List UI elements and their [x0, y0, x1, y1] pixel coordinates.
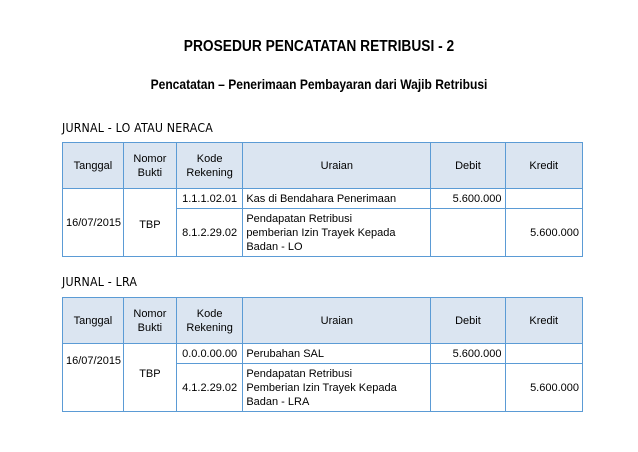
cell-kode-rekening: 4.1.2.29.02 [176, 364, 242, 412]
header-kredit: Kredit [505, 298, 582, 344]
header-nomor-bukti: Nomor Bukti [123, 298, 176, 344]
header-tanggal: Tanggal [63, 143, 124, 189]
cell-uraian: Pendapatan Retribusi pemberian Izin Trayek Kepada Badan - LO [243, 209, 431, 257]
jurnal-lo-table [62, 142, 583, 257]
header-kredit: Kredit [505, 143, 582, 189]
cell-uraian: Perubahan SAL [243, 344, 431, 364]
section-label-jurnal-lra: JURNAL - LRA [62, 275, 138, 289]
cell-debit [431, 209, 505, 257]
header-tanggal: Tanggal [63, 298, 124, 344]
table-header-row [63, 298, 583, 344]
cell-kredit: 5.600.000 [505, 209, 582, 257]
cell-tanggal: 16/07/2015 [63, 344, 124, 412]
header-kode-rekening: Kode Rekening [176, 298, 242, 344]
page-title: PROSEDUR PENCATATAN RETRIBUSI - 2 [183, 38, 455, 55]
cell-kredit [505, 189, 582, 209]
cell-debit [431, 364, 505, 412]
header-uraian: Uraian [243, 298, 431, 344]
jurnal-lra-table [62, 297, 583, 412]
header-nomor-bukti: Nomor Bukti [123, 143, 176, 189]
cell-nomor-bukti: TBP [123, 189, 176, 257]
page-subtitle: Pencatatan – Penerimaan Pembayaran dari Wajib Retribusi [150, 76, 488, 92]
header-kode-rekening: Kode Rekening [176, 143, 242, 189]
cell-kredit [505, 344, 582, 364]
table-row [63, 189, 583, 209]
section-label-jurnal-lo: JURNAL - LO ATAU NERACA [62, 121, 213, 135]
cell-uraian: Pendapatan Retribusi Pemberian Izin Trayek Kepada Badan - LRA [243, 364, 431, 412]
cell-nomor-bukti: TBP [123, 344, 176, 412]
cell-debit: 5.600.000 [431, 344, 505, 364]
cell-kode-rekening: 0.0.0.00.00 [176, 344, 242, 364]
header-debit: Debit [431, 143, 505, 189]
cell-kode-rekening: 8.1.2.29.02 [176, 209, 242, 257]
table-header-row [63, 143, 583, 189]
header-debit: Debit [431, 298, 505, 344]
cell-kredit: 5.600.000 [505, 364, 582, 412]
cell-tanggal: 16/07/2015 [63, 189, 124, 257]
cell-debit: 5.600.000 [431, 189, 505, 209]
table-row [63, 344, 583, 364]
header-uraian: Uraian [243, 143, 431, 189]
cell-uraian: Kas di Bendahara Penerimaan [243, 189, 431, 209]
cell-kode-rekening: 1.1.1.02.01 [176, 189, 242, 209]
